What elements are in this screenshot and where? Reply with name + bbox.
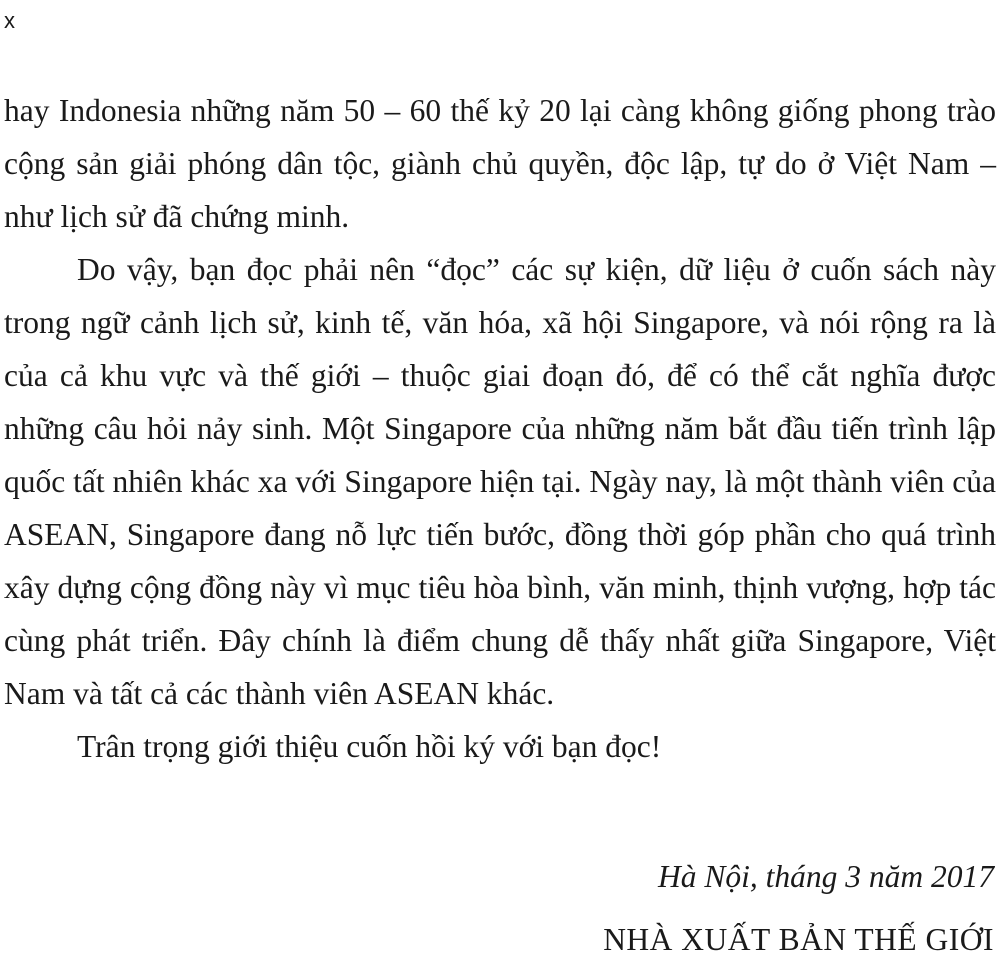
body-text [4,84,996,773]
page-number: x [4,8,15,33]
signature-publisher: NHÀ XUẤT BẢN THẾ GIỚI [603,922,994,957]
paragraph-closing: Trân trọng giới thiệu cuốn hồi ký với bạn đọc! [77,729,662,764]
paragraph-continuation: hay Indonesia những năm 50 – 60 thế kỷ 20 lại càng không giống phong trào cộng sản giải phóng dân tộc, giành chủ quyền, độc lập, tự do ở Việt Nam – như lịch sử đã chứng minh. [4,93,996,234]
signature-date-line: Hà Nội, tháng 3 năm 2017 [657,859,994,894]
paragraph-context: Do vậy, bạn đọc phải nên “đọc” các sự kiện, dữ liệu ở cuốn sách này trong ngữ cảnh lịch sử, kinh tế, văn hóa, xã hội Singapore, và nói rộng ra là của cả khu vực và thế giới – thuộc giai đoạn đó, để có thể cắt nghĩa được những câu hỏi nảy sinh. Một Singapore của những năm bắt đầu tiến trình lập quốc tất nhiên khác xa với Singapore hiện tại. Ngày nay, là một thành viên của ASEAN, Singapore đang nỗ lực tiến bước, đồng thời góp phần cho quá trình xây dựng cộng đồng này vì mục tiêu hòa bình, văn minh, thịnh vượng, hợp tác cùng phát triển. Đây chính là điểm chung dễ thấy nhất giữa Singapore, Việt Nam và tất cả các thành viên ASEAN khác. [4,252,996,711]
